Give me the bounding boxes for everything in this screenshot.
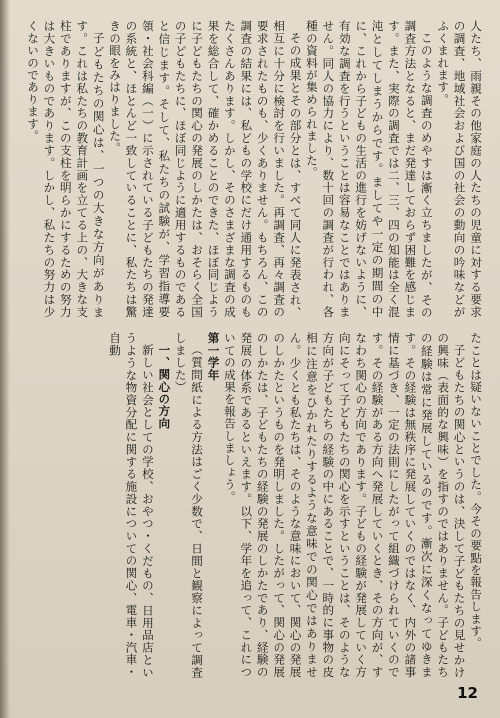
subsection-heading: 一、関心の方向 <box>157 343 172 429</box>
upper-text-block <box>22 20 484 318</box>
paragraph: 新しい社会としての学校、おやつ・くだもの、日用品店というような物資分配に関する施設についての関心、電車・汽車・自動 <box>108 332 155 678</box>
paragraph: 子どもたちの関心は、一つの大きな方向があります。これは私たちの教育計画を立てる上の、大きな支柱でありますが、この支柱を明らかにするための努力は大きいものであります。しかし、私たちの努力は少くないのであります。 <box>26 20 106 318</box>
section-heading-grade: 第一学年 <box>206 332 221 381</box>
paragraph: 人たち、雨親その他家庭の人たちの児童に対する要求の調査、地域社会および国の社会の動向の吟味などがふくまれます。 <box>436 20 483 318</box>
paragraph: （質問紙による方法はごく少数で、日間と観察によって調査しました） <box>173 332 205 678</box>
binding-shadow <box>0 0 10 718</box>
lower-text-block <box>22 332 484 678</box>
paragraph: 子どもたちの関心というのは、決して子どもたちの見せかけの興味（表面的な興味）を指すのではありません。子どもたちの経験は常に発展しているのです。漸次に深くなってゆきます。その経験は無秩序に発展していくのではなく、内外の諸事情に基づき、一定の法則にしたがって組織づけられていくのです。その経験がある方向へ発展していくとき、その方向が、すなわち関心の方向であります。子どもの経験が発展していく方向にそって子どもたちの関心を示すということは、そのような方向が子どもたちの経験の中にあることで、一時的に事物の皮相に注意をひかれたりするような意味での関心ではありません。少くとも私たちは、そのような意味において、関心の発展のしかたというものを発明しました。したがって、関心の発展のしかたは、子どもたちの経験の発展のしかたであり、経験の発展の体系であるといえます。以下、学年を追って、これについての成果を報告しましょう。 <box>222 332 467 678</box>
page-number: 12 <box>457 684 478 702</box>
paragraph: たことは疑いないことでした。今その要點を報告します。 <box>469 332 483 650</box>
paragraph: その成果とその部分とは、すべて同人に発表され、相互に十分に検討を行いました。再調査、再々調査の要求されたものも、少くありません。もちろん、この調査の結果には、私どもの学校にだけ通用するものもたくさんあります。しかし、そのさまざまな調査の成果を総合して、確かめることのできた、ほぼ同じように子どもたちの関心の発展のしかたは、おそらく全国の子どもたちに、ほぼ同じように適用するものであると信じます。そして、私たちの試験が、学習指導要領・社会科編（一）に示されている子どもたちの発達の系統と、ほとんど一致していることに、私たちは驚きの眼をみはりました。 <box>108 20 303 318</box>
paragraph: このような調査のめやすは漸く立ちましたが、その調査方法となると、まだ発達しておらず困難を感じます。また、実際の調査では二、三、四の知能は全く混沌としてしまうからです。ましてや一定の期間の中に、これから子どもの生活の進行を妨げないように、有効な調査を行うということは容易なことではありません。同人の協力により、数十回の調査が行われ、各種の資料が集められました。 <box>304 20 434 318</box>
